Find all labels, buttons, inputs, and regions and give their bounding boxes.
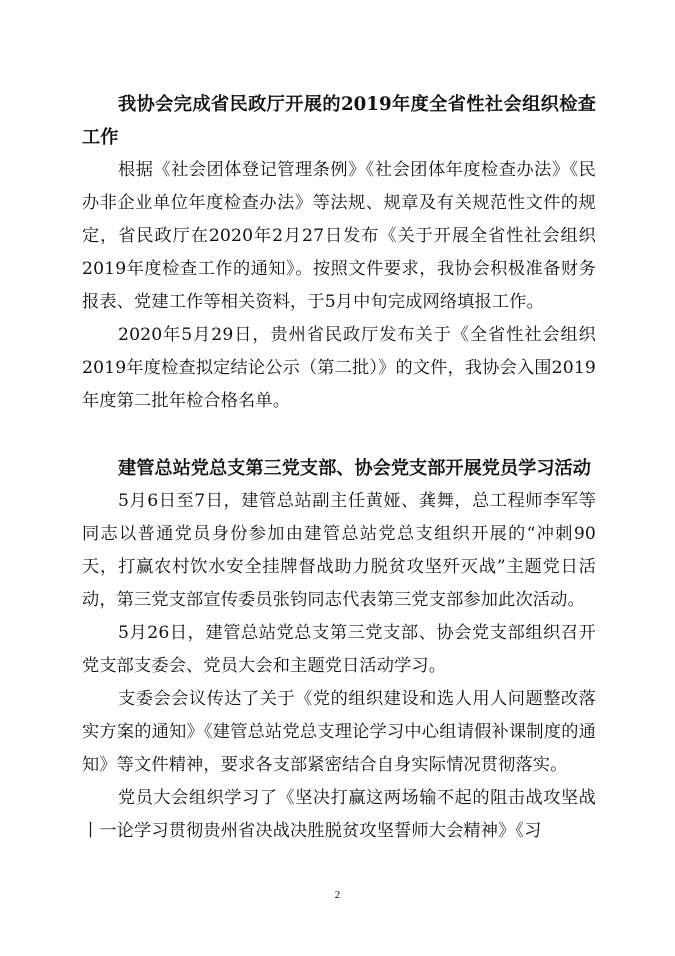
paragraph: 2020年5月29日，贵州省民政厅发布关于《全省性社会组织 2019年度检查拟定结论公示（第二批）》的文件，我协会入围2019年度第二批年检合格名单。 <box>82 325 596 411</box>
page-number: 2 <box>334 889 341 901</box>
paragraph: 5月6日至7日，建管总站副主任黄娅、龚舞，总工程师李军等同志以普通党员身份参加由建管总站党总支组织开展的“冲刺90天，打赢农村饮水安全挂牌督战助力脱贫攻坚歼灭战”主题党日活动，第三党支部宣传委员张钧同志代表第三党支部参加此次活动。 <box>82 491 596 610</box>
section-annual-inspection <box>82 88 596 418</box>
section-title: 建管总站党总支第三党支部、协会党支部开展党员学习活动 <box>118 458 591 479</box>
document-body <box>82 88 596 848</box>
paragraph: 根据《社会团体登记管理条例》《社会团体年度检查办法》《民办非企业单位年度检查办法》等法规、规章及有关规范性文件的规定，省民政厅在2020年2月27日发布《关于开展全省性社会组织2019年度检查工作的通知》。按照文件要求，我协会积极准备财务报表、党建工作等相关资料，于5月中旬完成网络填报工作。 <box>82 160 596 312</box>
section-party-study <box>82 452 596 848</box>
section-spacer <box>82 418 596 452</box>
paragraph: 5月26日，建管总站党总支第三党支部、协会党支部组织召开党支部支委会、党员大会和主题党日活动学习。 <box>82 623 596 676</box>
paragraph: 党员大会组织学习了《坚决打赢这两场输不起的阻击战攻坚战丨一论学习贯彻贵州省决战决胜脱贫攻坚誓师大会精神》《习 <box>82 788 596 841</box>
section-title: 我协会完成省民政厅开展的2019年度全省性社会组织检查工作 <box>82 94 596 148</box>
paragraph: 支委会会议传达了关于《党的组织建设和选人用人问题整改落实方案的通知》《建管总站党总支理论学习中心组请假补课制度的通知》等文件精神，要求各支部紧密结合自身实际情况贯彻落实。 <box>82 689 596 775</box>
